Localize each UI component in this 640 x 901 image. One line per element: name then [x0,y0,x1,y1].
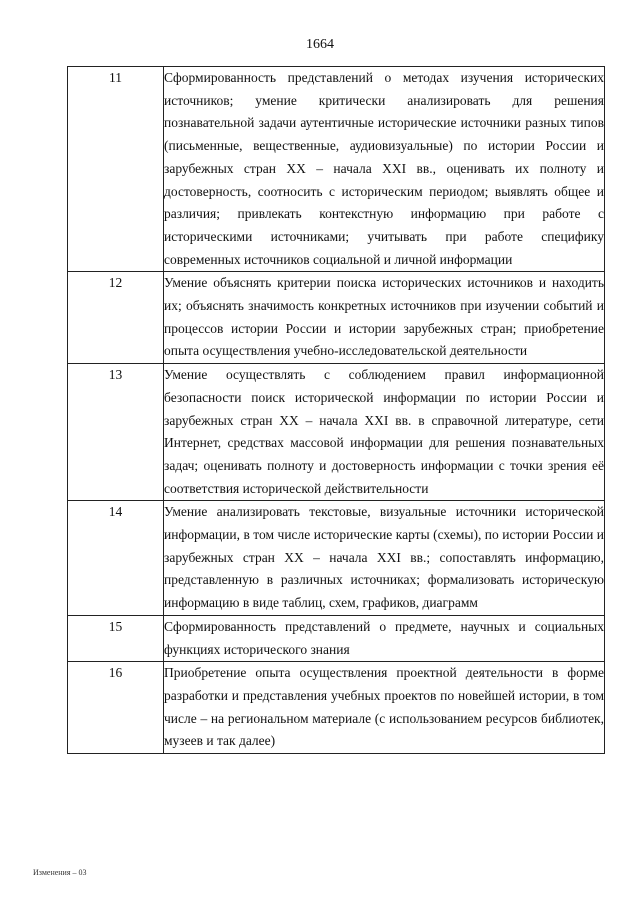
table-row [68,67,605,272]
row-text: Сформированность представлений о методах изучения исторических источников; умение критически анализировать для решения познавательной задачи аутентичные исторические источники разных типов (письменные, вещественные, аудиовизуальные) по истории России и зарубежных стран XX – начала XXI вв., оценивать их полноту и достоверность, соотносить с историческим периодом; выявлять общее и различия; привлекать контекстную информацию при работе с историческими источниками; учитывать при работе специфику современных источников социальной и личной информации [164,67,605,272]
page-number: 1664 [306,37,334,52]
row-number: 11 [68,67,164,272]
row-number: 15 [68,615,164,661]
requirements-table [67,66,605,754]
row-number: 16 [68,662,164,754]
table-row [68,615,605,661]
row-text: Умение анализировать текстовые, визуальные источники исторической информации, в том числе исторические карты (схемы), по истории России и зарубежных стран XX – начала XXI вв.; сопоставлять информацию, представленную в различных источниках; формализовать историческую информацию в виде таблиц, схем, графиков, диаграмм [164,501,605,616]
row-text: Сформированность представлений о предмете, научных и социальных функциях исторического знания [164,615,605,661]
table-row [68,501,605,616]
row-text: Умение объяснять критерии поиска исторических источников и находить их; объяснять значимость конкретных источников при изучении событий и процессов истории России и истории зарубежных стран; приобретение опыта осуществления учебно-исследовательской деятельности [164,272,605,364]
row-number: 12 [68,272,164,364]
row-text: Умение осуществлять с соблюдением правил информационной безопасности поиск исторической информации по истории России и зарубежных стран XX – начала XXI вв. в справочной литературе, сети Интернет, средствах массовой информации для решения познавательных задач; оценивать полноту и достоверность информации с точки зрения её соответствия исторической действительности [164,364,605,501]
row-text: Приобретение опыта осуществления проектной деятельности в форме разработки и представления учебных проектов по новейшей истории, в том числе – на региональном материале (с использованием ресурсов библиотек, музеев и так далее) [164,662,605,754]
row-number: 13 [68,364,164,501]
table-row [68,364,605,501]
table-row [68,662,605,754]
row-number: 14 [68,501,164,616]
table-row [68,272,605,364]
revision-footer: Изменения – 03 [33,868,87,877]
